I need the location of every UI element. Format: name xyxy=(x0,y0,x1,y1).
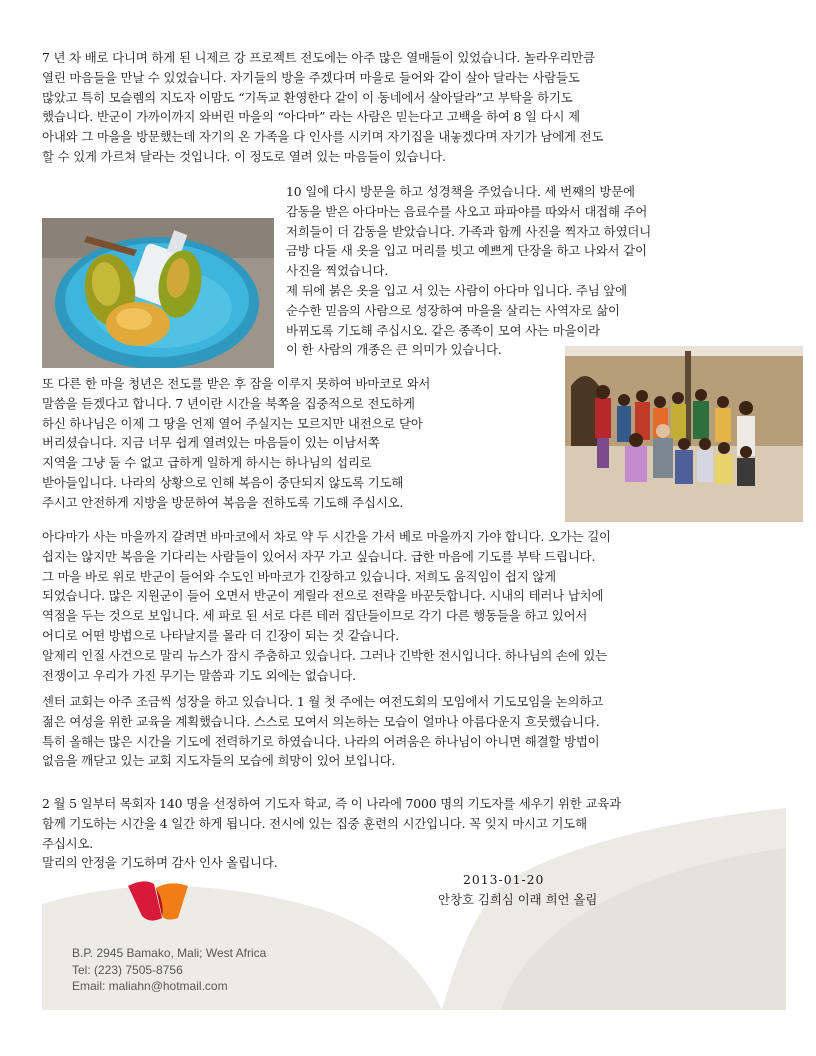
paragraph-center-church: 센터 교회는 아주 조금씩 성장을 하고 있습니다. 1 월 첫 주에는 여전도회의 모임에서 기도모임을 논의하고 젊은 여성을 위한 교육을 계획했습니다. 스스로 모여서 의논하는 모습이 얼마나 아름다운지 흐뭇했습니다. 특히 올해는 많은 시간을 기도에 전력하기로 하였습니다. 나라의 어려움은 하나님이 아니면 해결할 방법이 없음을 깨닫고 있는 교회 지도자들의 모습에 희망이 있어 보입니다. xyxy=(42,694,603,769)
paragraph-young-man-prayer: 또 다른 한 마을 청년은 전도를 받은 후 잠을 이루지 못하여 바마코로 와서 말씀을 듣겠다고 합니다. 7 년이란 시간을 북쪽을 집중적으로 전도하게 하신 하나님은 이제 그 땅을 언제 열어 주실지는 모르지만 내전으로 닫아 버리셨습니다. 지금 너무 쉽게 열려있는 마음들이 있는 이남서쪽 지역을 그냥 둘 수 없고 급하게 일하게 하시는 하나님의 섭리로 받아들입니다. 나라의 상황으로 인해 복음이 중단되지 않도록 기도해 주시고 안전하게 지방을 방문하여 복음을 전하도록 기도해 주십시오. xyxy=(42,376,431,510)
village-family-group-photo xyxy=(565,346,803,522)
mailing-address: B.P. 2945 Bamako, Mali; West Africa xyxy=(72,946,267,960)
paragraph-adama-visit: 10 일에 다시 방문을 하고 성경책을 주었습니다. 세 번째의 방문에 감동을 받은 아다마는 음료수를 사오고 파파야를 따와서 대접해 주어 저희들이 더 감동을 받았습니다. 가족과 함께 사진을 찍자고 하였더니 금방 다들 새 옷을 입고 머리를 빗고 예쁘게 단장을 하고 나와서 같이 사진을 찍었습니다. 제 뒤에 붉은 옷을 입고 서 있는 사람이 아다마 입니다. 주님 앞에 순수한 믿음의 사람으로 성장하여 마을을 살리는 사역자로 삶이 바뀌도록 기도해 주십시오. 같은 종족이 모여 사는 마을이라 이 한 사람의 개종은 큰 의미가 있습니다. xyxy=(286,184,652,358)
paragraph-rebel-situation: 아다마가 사는 마을까지 갈려면 바마코에서 차로 약 두 시간을 가서 베로 마을까지 가야 합니다. 오가는 길이 쉽지는 않지만 복음을 기다리는 사람들이 있어서 자꾸 가고 싶습니다. 급한 마음에 기도를 부탁 드립니다. 그 마을 바로 위로 반군이 들어와 수도인 바마코가 긴장하고 있습니다. 저희도 움직임이 쉽지 않게 되었습니다. 많은 지원군이 들어 오면서 반군이 게릴라 전으로 전략을 바꾼듯합니다. 시내의 테러나 납치에 역점을 두는 것으로 보입니다. 세 파로 된 서로 다른 테러 집단들이므로 각기 다른 행동들을 하고 있어서 어디로 어떤 방법으로 나타날지를 몰라 더 긴장이 되는 것 같습니다. 알제리 인질 사건으로 말리 뉴스가 잠시 주춤하고 있습니다. 그러나 긴박한 전시입니다. 하나님의 손에 있는 전쟁이고 우리가 가진 무기는 말씀과 기도 외에는 없습니다. xyxy=(42,529,611,683)
mission-logo xyxy=(126,878,192,924)
paragraph-evangelism-fruits: 7 년 차 배로 다니며 하게 된 니제르 강 프로젝트 전도에는 아주 많은 열매들이 있었습니다. 놀라우리만큼 열린 마음들을 만날 수 있었습니다. 자기들의 방을 주겠다며 마을로 들어와 같이 살아 달라는 사람들도 많았고 특히 모슬렘의 지도자 이맘도 “기독교 환영한다 같이 이 동네에서 살아달라”고 부탁을 하기도 했습니다. 반군이 가까이까지 와버린 마을의 “아다마” 라는 사람은 믿는다고 고백을 하여 8 일 다시 제 아내와 그 마을을 방문했는데 자기의 온 가족을 다 인사를 시키며 자기집을 내놓겠다며 자기가 남에게 전도 할 수 있게 가르쳐 달라는 것입니다. 이 정도로 열려 있는 마음들이 있습니다. xyxy=(42,50,604,164)
papaya-bowl-photo xyxy=(42,218,274,368)
phone-number: Tel: (223) 7505-8756 xyxy=(72,962,183,977)
letter-date: 2013-01-20 xyxy=(463,872,545,887)
paragraph-prayer-school: 2 월 5 일부터 목회자 140 명을 선정하여 기도자 학교, 즉 이 나라에 7000 명의 기도자를 세우기 위한 교육과 함께 기도하는 시간을 4 일간 하게 됩니다. 전시에 있는 집중 훈련의 시간입니다. 꼭 잊지 마시고 기도해 주십시오. 말리의 안정을 기도하며 감사 인사 올립니다. xyxy=(42,796,621,871)
email-address: Email: maliahn@hotmail.com xyxy=(72,979,228,993)
letter-signature: 안창호 김희심 이래 희언 올림 xyxy=(438,892,598,907)
contact-block xyxy=(72,945,266,995)
